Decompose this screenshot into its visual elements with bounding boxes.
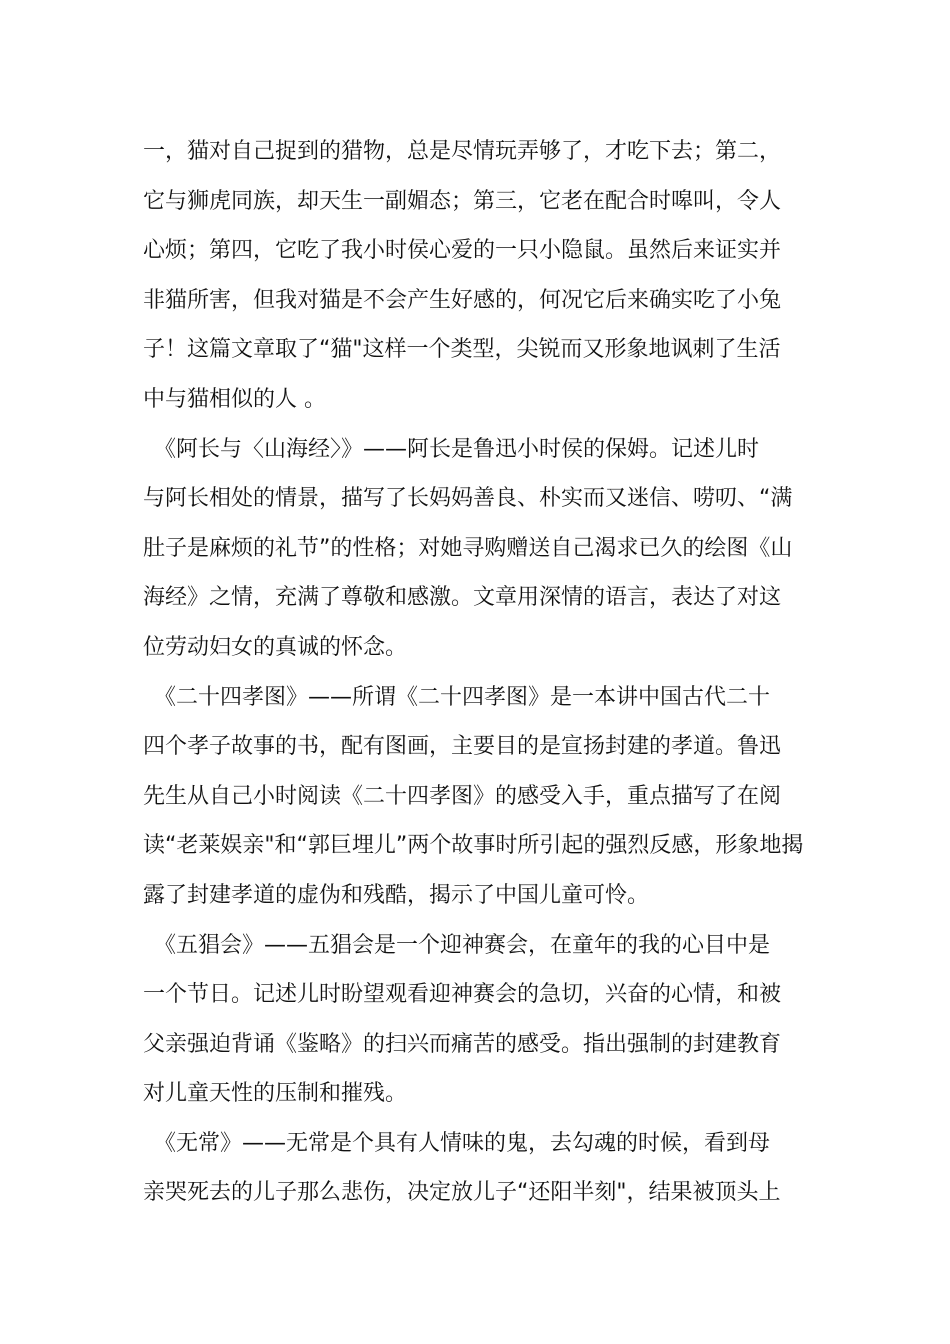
document-body — [143, 127, 811, 1218]
paragraph-wuchang-fair — [143, 921, 811, 1119]
text-line: 一个节日。记述儿时盼望观看迎神赛会的急切，兴奋的心情，和被 — [143, 982, 782, 1008]
text-line: 肚子是麻烦的礼节”的性格；对她寻购赠送自己渴求已久的绘图《山 — [143, 535, 793, 561]
text-line: 心烦；第四，它吃了我小时侯心爱的一只小隐鼠。虽然后来证实并 — [143, 238, 782, 264]
text-line: 非猫所害，但我对猫是不会产生好感的，何况它后来确实吃了小兔 — [143, 287, 782, 313]
text-line: 《二十四孝图》——所谓《二十四孝图》是一本讲中国古代二十 — [143, 684, 771, 710]
paragraph-a-chang — [143, 425, 811, 673]
text-line: 中与猫相似的人 。 — [143, 386, 326, 412]
text-line: 子！这篇文章取了“猫"这样一个类型，尖锐而又形象地讽刺了生活 — [143, 337, 781, 363]
text-line: 先生从自己小时阅读《二十四孝图》的感受入手，重点描写了在阅 — [143, 783, 782, 809]
text-line: 《无常》——无常是个具有人情味的鬼，去勾魂的时候，看到母 — [143, 1130, 771, 1156]
text-line: 与阿长相处的情景，描写了长妈妈善良、朴实而又迷信、唠叨、“满 — [143, 486, 793, 512]
text-line: 读“老莱娱亲"和“郭巨埋儿”两个故事时所引起的强烈反感，形象地揭 — [143, 833, 804, 859]
text-line: 父亲强迫背诵《鉴略》的扫兴而痛苦的感受。指出强制的封建教育 — [143, 1031, 782, 1057]
text-line: 《阿长与〈山海经〉》——阿长是鲁迅小时侯的保姆。记述儿时 — [143, 436, 760, 462]
text-line: 四个孝子故事的书，配有图画，主要目的是宣扬封建的孝道。鲁迅 — [143, 734, 782, 760]
text-line: 海经》之情，充满了尊敬和感激。文章用深情的语言，表达了对这 — [143, 585, 782, 611]
text-line: 一，猫对自己捉到的猎物，总是尽情玩弄够了，才吃下去；第二， — [143, 139, 782, 164]
text-line: 亲哭死去的儿子那么悲伤，决定放儿子“还阳半刻"，结果被顶头上 — [143, 1180, 781, 1206]
text-line: 《五猖会》——五猖会是一个迎神赛会，在童年的我的心目中是 — [143, 932, 771, 958]
text-line: 它与狮虎同族，却天生一副媚态；第三，它老在配合时嗥叫，令人 — [143, 188, 782, 214]
text-line: 对儿童天性的压制和摧残。 — [143, 1081, 408, 1107]
paragraph-twenty-four-filial — [143, 673, 811, 921]
paragraph-wuchang — [143, 1119, 811, 1218]
text-line: 露了封建孝道的虚伪和残酷，揭示了中国儿童可怜。 — [143, 882, 650, 908]
text-line: 位劳动妇女的真诚的怀念。 — [143, 634, 408, 660]
paragraph-cat — [143, 127, 811, 425]
